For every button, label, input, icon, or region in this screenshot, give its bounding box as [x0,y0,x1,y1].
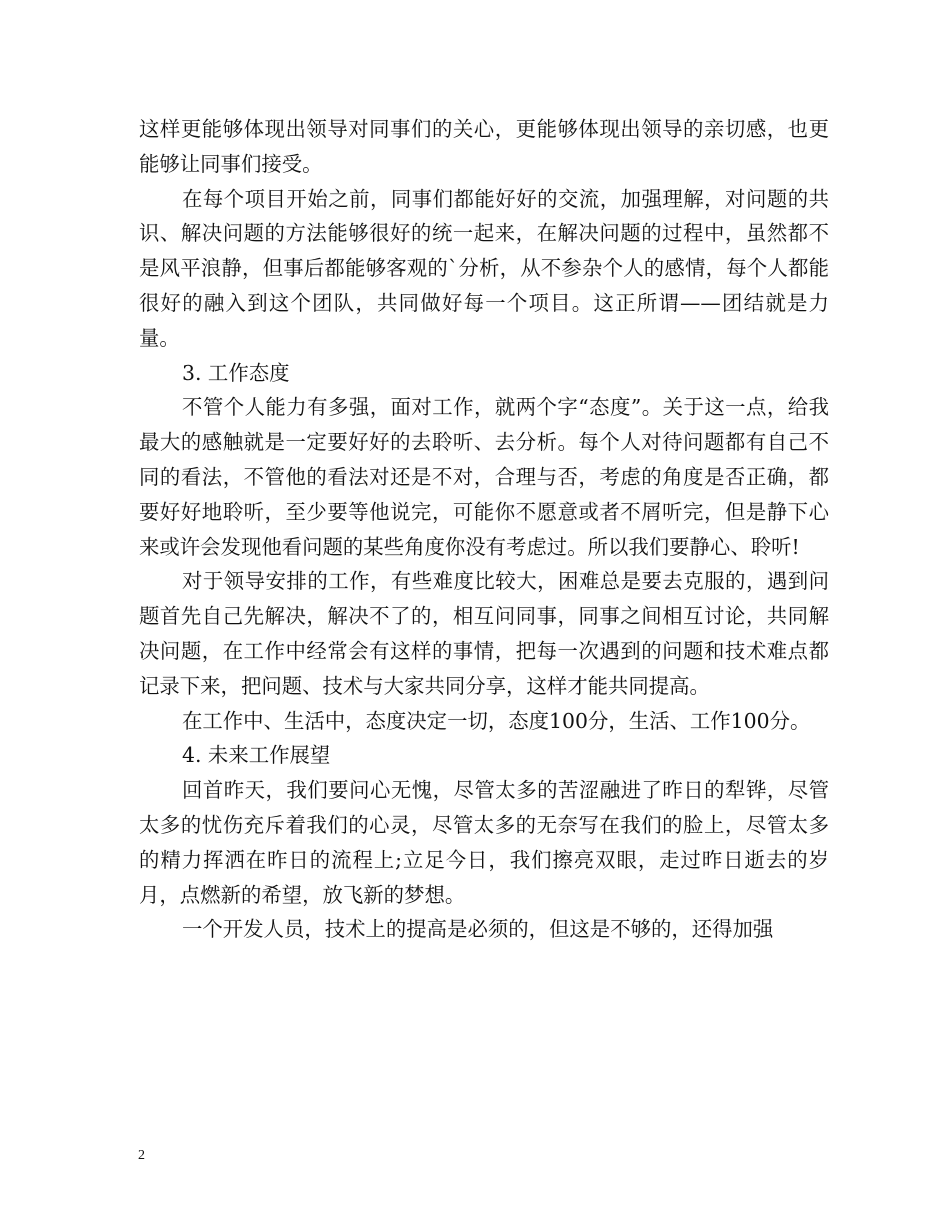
paragraph-1: 这样更能够体现出领导对同事们的关心，更能够体现出领导的亲切感，也更能够让同事们接受。 [139,117,829,176]
section-heading-4: 4. 未来工作展望 [182,743,331,768]
paragraph-6: 回首昨天，我们要问心无愧，尽管太多的苦涩融进了昨日的犁铧，尽管太多的忧伤充斥着我们的心灵，尽管太多的无奈写在我们的脸上，尽管太多的精力挥洒在昨日的流程上;立足今日，我们擦亮双眼，走过昨日逝去的岁月，点燃新的希望，放飞新的梦想。 [139,778,829,907]
paragraph-4: 对于领导安排的工作，有些难度比较大，困难总是要去克服的，遇到问题首先自己先解决，解决不了的，相互问同事，同事之间相互讨论，共同解决问题，在工作中经常会有这样的事情，把每一次遇到的问题和技术难点都记录下来，把问题、技术与大家共同分享，这样才能共同提高。 [139,569,829,698]
document-body [139,112,829,947]
paragraph-3: 不管个人能力有多强，面对工作，就两个字“态度”。关于这一点，给我最大的感触就是一定要好好的去聆听、去分析。每个人对待问题都有自己不同的看法，不管他的看法对还是不对，合理与否，考虑的角度是否正确，都要好好地聆听，至少要等他说完，可能你不愿意或者不屑听完，但是静下心来或许会发现他看问题的某些角度你没有考虑过。所以我们要静心、聆听! [139,395,829,559]
paragraph-7: 一个开发人员，技术上的提高是必须的，但这是不够的，还得加强 [182,917,774,942]
page-number: 2 [138,1148,145,1163]
section-heading-3: 3. 工作态度 [182,360,290,385]
paragraph-5: 在工作中、生活中，态度决定一切，态度100分，生活、工作100分。 [182,708,811,733]
paragraph-2: 在每个项目开始之前，同事们都能好好的交流，加强理解，对问题的共识、解决问题的方法能够很好的统一起来，在解决问题的过程中，虽然都不是风平浪静，但事后都能够客观的`分析，从不参杂个人的感情，每个人都能很好的融入到这个团队，共同做好每一个项目。这正所谓——团结就是力量。 [139,186,829,350]
